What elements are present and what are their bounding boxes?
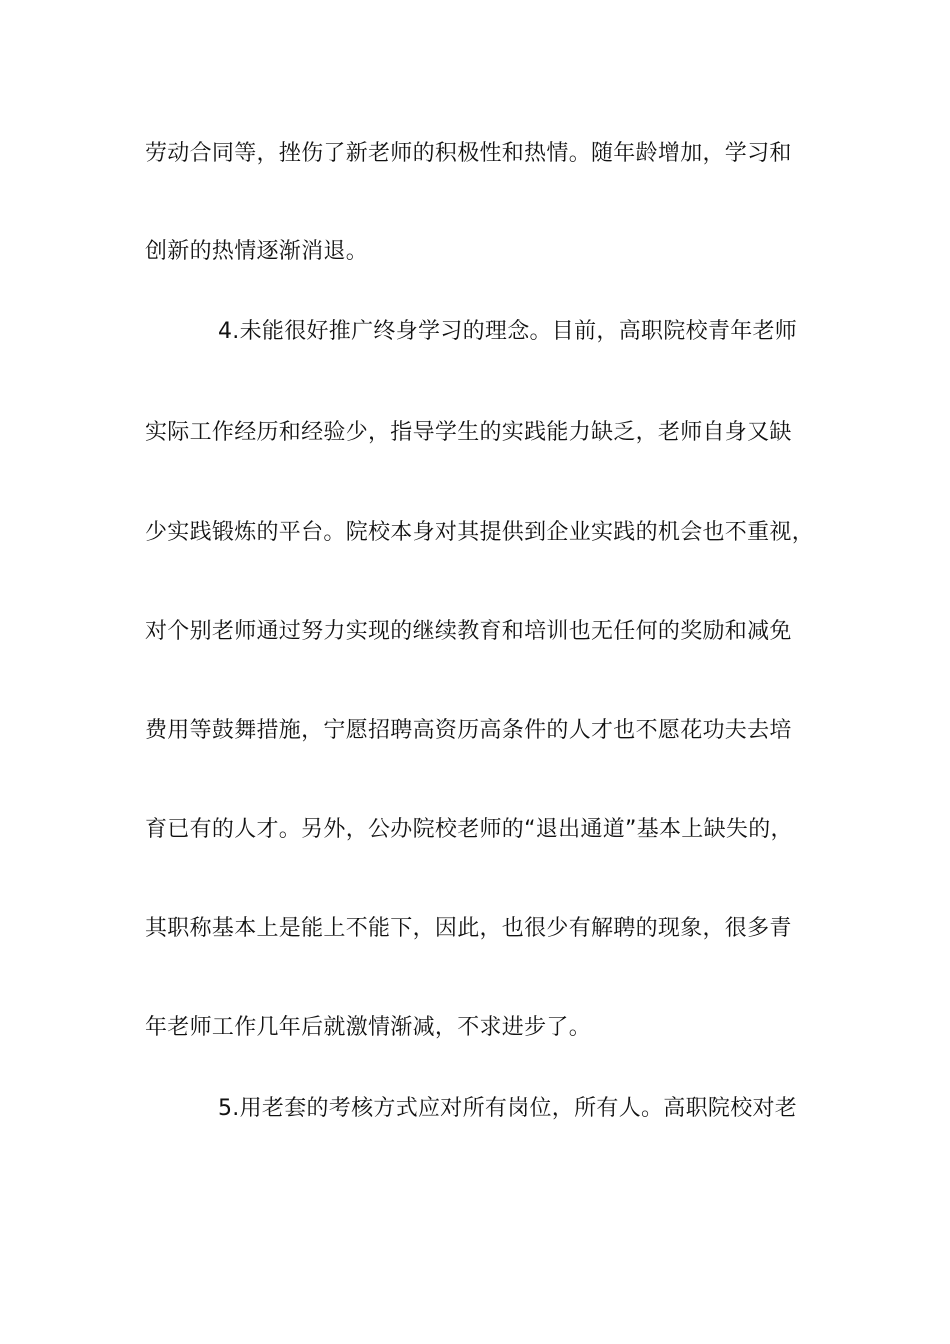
paragraph-line: 其职称基本上是能上不能下，因此，也很少有解聘的现象，很多青 [145, 916, 792, 941]
paragraph-line: 费用等鼓舞措施，宁愿招聘高资历高条件的人才也不愿花功夫去培 [145, 718, 792, 743]
paragraph-5-start: 5.用老套的考核方式应对所有岗位，所有人。高职院校对老 [218, 1096, 798, 1121]
paragraph-line: 少实践锻炼的平台。院校本身对其提供到企业实践的机会也不重视， [145, 520, 815, 545]
paragraph-line: 实际工作经历和经验少，指导学生的实践能力缺乏，老师自身又缺 [145, 420, 792, 445]
paragraph-line: 对个别老师通过努力实现的继续教育和培训也无任何的奖励和减免 [145, 619, 792, 644]
paragraph-4-start: 4.未能很好推广终身学习的理念。目前，高职院校青年老师 [218, 319, 798, 344]
paragraph-line: 创新的热情逐渐消退。 [145, 239, 369, 264]
paragraph-line: 年老师工作几年后就激情渐减，不求进步了。 [145, 1015, 592, 1040]
paragraph-line: 育已有的人才。另外，公办院校老师的“退出通道”基本上缺失的， [145, 817, 793, 842]
paragraph-line: 劳动合同等，挫伤了新老师的积极性和热情。随年龄增加，学习和 [145, 141, 792, 166]
